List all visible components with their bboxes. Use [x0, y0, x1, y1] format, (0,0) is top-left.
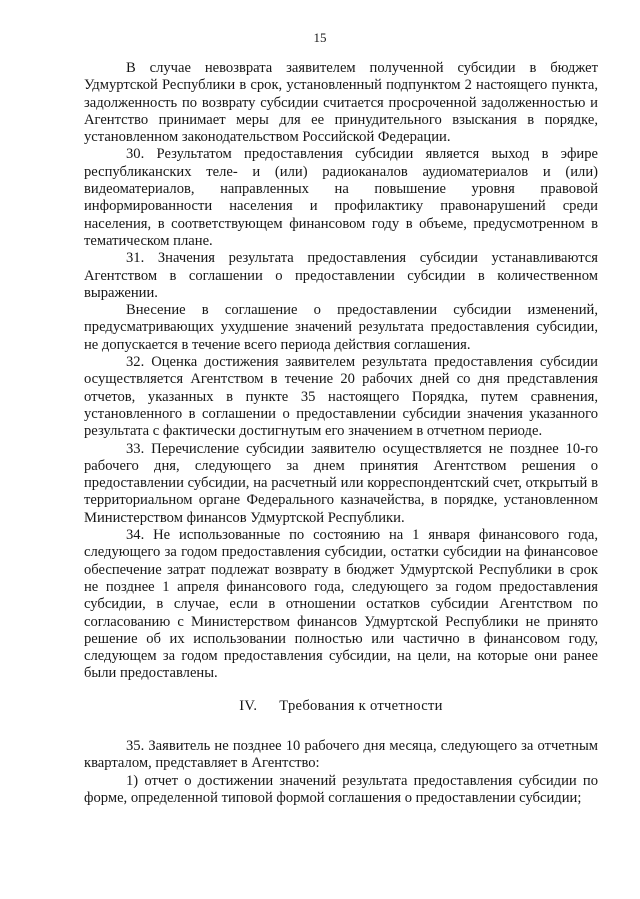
paragraph-31: 31. Значения результата предоставления субсидии устанавливаются Агентством в соглашении о предоставлении субсидии в количественном выражении. [84, 250, 598, 301]
section-heading [84, 698, 598, 715]
paragraph-33: 33. Перечисление субсидии заявителю осуществляется не позднее 10-го рабочего дня, следующего за днем принятия Агентством решения о предоставлении субсидии, на расчетный или корреспондентский счет, открытый в территориальном органе Федерального казначейства, в порядке, установленном Министерством финансов Удмуртской Республики. [84, 440, 598, 526]
paragraph-refund-default: В случае невозврата заявителем полученной субсидии в бюджет Удмуртской Республики в срок, установленный подпунктом 2 настоящего пункта, задолженность по возврату субсидии считается просроченной задолженностью и Агентство принимает меры для ее принудительного взыскания в порядке, установленном законодательством Российской Федерации. [84, 60, 598, 146]
paragraph-amendment: Внесение в соглашение о предоставлении субсидии изменений, предусматривающих ухудшение значений результата предоставления субсидии, не допускается в течение всего периода действия соглашения. [84, 302, 598, 353]
paragraph-32: 32. Оценка достижения заявителем результата предоставления субсидии осуществляется Агентством в течение 20 рабочих дней со дня представления отчетов, указанных в пункте 35 настоящего Порядка, путем сравнения, установленного в соглашении о предоставлении субсидии значения указанного результата с фактически достигнутым его значением в отчетном периоде. [84, 354, 598, 440]
section-number: IV. [239, 697, 258, 714]
paragraph-35: 35. Заявитель не позднее 10 рабочего дня месяца, следующего за отчетным кварталом, представляет в Агентство: [84, 737, 598, 772]
paragraph-34: 34. Не использованные по состоянию на 1 января финансового года, следующего за годом предоставления субсидии, остатки субсидии на финансовое обеспечение затрат подлежат возврату в бюджет Удмуртской Республики в срок не позднее 1 апреля финансового года, следующего за годом предоставления субсидии, в случае, если в отношении остатков субсидии Агентством по согласованию с Министерством финансов Удмуртской Республики не принято решение об их использовании полностью или частично в финансовом году, следующем за годом предоставления субсидии, на цели, на которые они ранее были предоставлены. [84, 527, 598, 682]
paragraph-30: 30. Результатом предоставления субсидии является выход в эфире республиканских теле- и (или) радиоканалов аудиоматериалов и (или) видеоматериалов, направленных на повышение уровня правовой информированности населения и профилактику правонарушений среди населения, в соответствующем финансовом году в объеме, предусмотренном в тематическом плане. [84, 146, 598, 249]
document-body [84, 60, 598, 807]
paragraph-35-item-1: 1) отчет о достижении значений результата предоставления субсидии по форме, определенной типовой формой соглашения о предоставлении субсидии; [84, 772, 598, 806]
section-title: Требования к отчетности [279, 697, 443, 714]
page-number: 15 [313, 30, 327, 45]
